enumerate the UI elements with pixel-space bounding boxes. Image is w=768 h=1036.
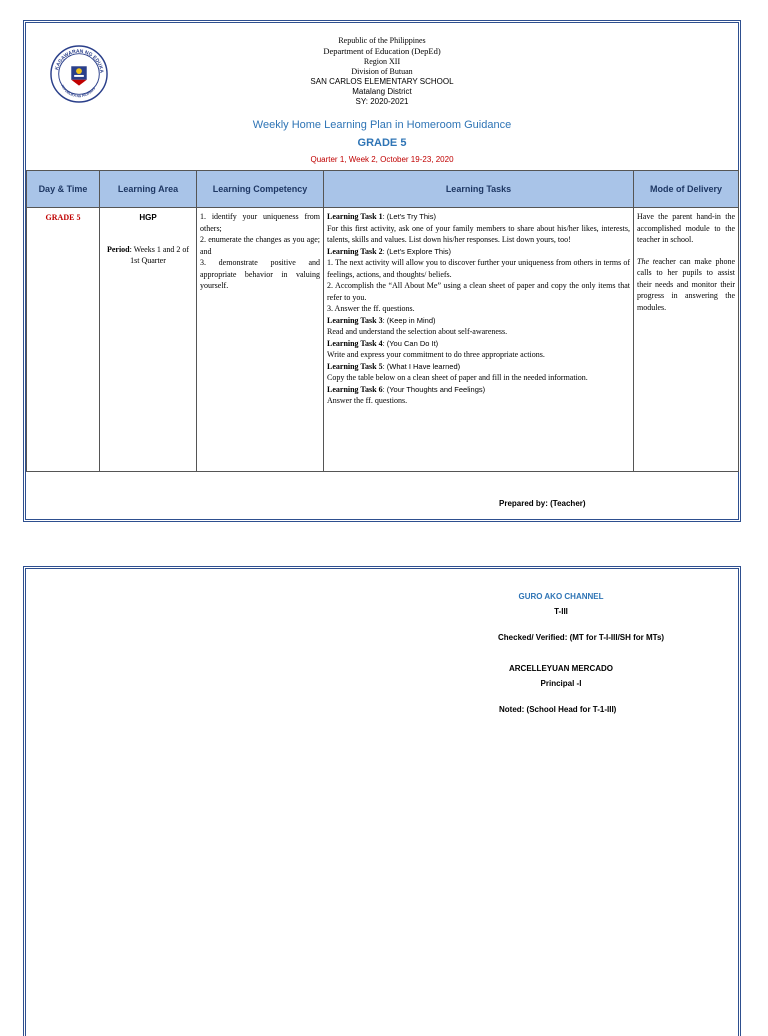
header-mode-of-delivery: Mode of Delivery: [634, 171, 739, 208]
prepared-by: Prepared by: (Teacher): [499, 499, 586, 508]
checked-verified: Checked/ Verified: (MT for T-I-III/SH for MTs): [498, 633, 665, 642]
task-body: For this first activity, ask one of your family members to share about his/her likes, interests, talents, skills and values. List down his/her responses. List down yours, too!: [327, 223, 630, 244]
document-page-1: [23, 20, 741, 522]
task-body: Write and express your commitment to do three appropriate actions.: [327, 350, 545, 359]
principal-name: ARCELLEYUAN MERCADO: [509, 664, 613, 673]
tasks-cell: [324, 208, 634, 472]
school-header: [26, 36, 738, 107]
period-label: Period: [106, 244, 130, 254]
area-cell: [100, 208, 197, 472]
task-label: Learning Task 3: [327, 315, 383, 325]
header-learning-competency: Learning Competency: [197, 171, 324, 208]
delivery-text: eacher can make phone calls to her pupils to assist their needs and monitor their progress in answering the modules.: [637, 256, 735, 312]
header-line-deped: Department of Education (DepEd): [323, 46, 441, 56]
period-text: : Weeks 1 and 2 of 1st Quarter: [129, 244, 190, 265]
document-page-2: [23, 566, 741, 1036]
header-learning-area: Learning Area: [100, 171, 197, 208]
header-line-republic: Republic of the Philippines: [338, 36, 426, 45]
header-line-school: SAN CARLOS ELEMENTARY SCHOOL: [310, 76, 454, 86]
delivery-italic: The t: [637, 256, 655, 266]
header-learning-tasks: Learning Tasks: [324, 171, 634, 208]
task-label: Learning Task 6: [327, 384, 383, 394]
task-body: Copy the table below on a clean sheet of paper and fill in the needed information.: [327, 373, 588, 382]
task-label: Learning Task 1: [327, 212, 383, 221]
task-body: Read and understand the selection about self-awareness.: [327, 327, 508, 336]
document-title: Weekly Home Learning Plan in Homeroom Guidance: [252, 119, 512, 131]
task-label: Learning Task 5: [327, 361, 383, 371]
header-line-division: Division of Butuan: [351, 66, 413, 76]
seal-bottom-text: REPUBLIKA NG PILIPINAS: [60, 84, 97, 99]
table-header-row: [27, 171, 739, 208]
task-title: : (Your Thoughts and Feelings): [382, 384, 486, 394]
day-cell: [27, 208, 100, 472]
delivery-text: Have the parent hand-in the accomplished module to the teacher in school.: [637, 212, 735, 244]
task-body: 1. The next activity will allow you to discover further your uniqueness from others in terms of feelings, actions, and thoughts/ beliefs.: [327, 258, 630, 279]
task-body: Answer the ff. questions.: [327, 396, 408, 405]
delivery-cell: [634, 208, 739, 472]
task-body: 3. Answer the ff. questions.: [327, 304, 415, 313]
task-label: Learning Task 2: [327, 246, 383, 256]
learning-area-label: HGP: [139, 213, 157, 222]
seal-text: KAGAWARAN NG EDUKA: [54, 48, 105, 74]
header-line-region: Region XII: [363, 56, 401, 66]
grade-heading: GRADE 5: [357, 137, 407, 149]
teacher-position: T-III: [554, 607, 568, 616]
task-title: : (You Can Do It): [382, 338, 439, 348]
learning-plan-table: [26, 170, 739, 472]
competency-item: 2. enumerate the changes as you age; and: [200, 235, 320, 256]
header-line-district: Matalang District: [352, 86, 412, 96]
competency-item: 1. identify your uniqueness from others;: [200, 212, 320, 233]
table-row: [27, 208, 739, 472]
task-label: Learning Task 4: [327, 338, 383, 348]
task-body: 2. Accomplish the “All About Me” using a clean sheet of paper and copy the only items that refer to you.: [327, 281, 630, 302]
task-title: : (Let's Try This): [382, 212, 436, 221]
header-line-sy: SY: 2020-2021: [355, 96, 409, 106]
competency-item: 3. demonstrate positive and appropriate behavior in valuing yourself.: [200, 258, 320, 290]
header-day-time: Day & Time: [27, 171, 100, 208]
principal-title: Principal -I: [540, 679, 582, 688]
channel-name: GURO AKO CHANNEL: [518, 592, 604, 601]
task-title: : (Keep in Mind): [382, 315, 436, 325]
task-title: : (Let's Explore This): [382, 246, 451, 256]
competency-cell: [197, 208, 324, 472]
quarter-line: Quarter 1, Week 2, October 19-23, 2020: [310, 155, 454, 164]
day-label: GRADE 5: [45, 213, 81, 222]
task-title: : (What I Have learned): [382, 361, 461, 371]
noted-by: Noted: (School Head for T-1-III): [499, 705, 617, 714]
